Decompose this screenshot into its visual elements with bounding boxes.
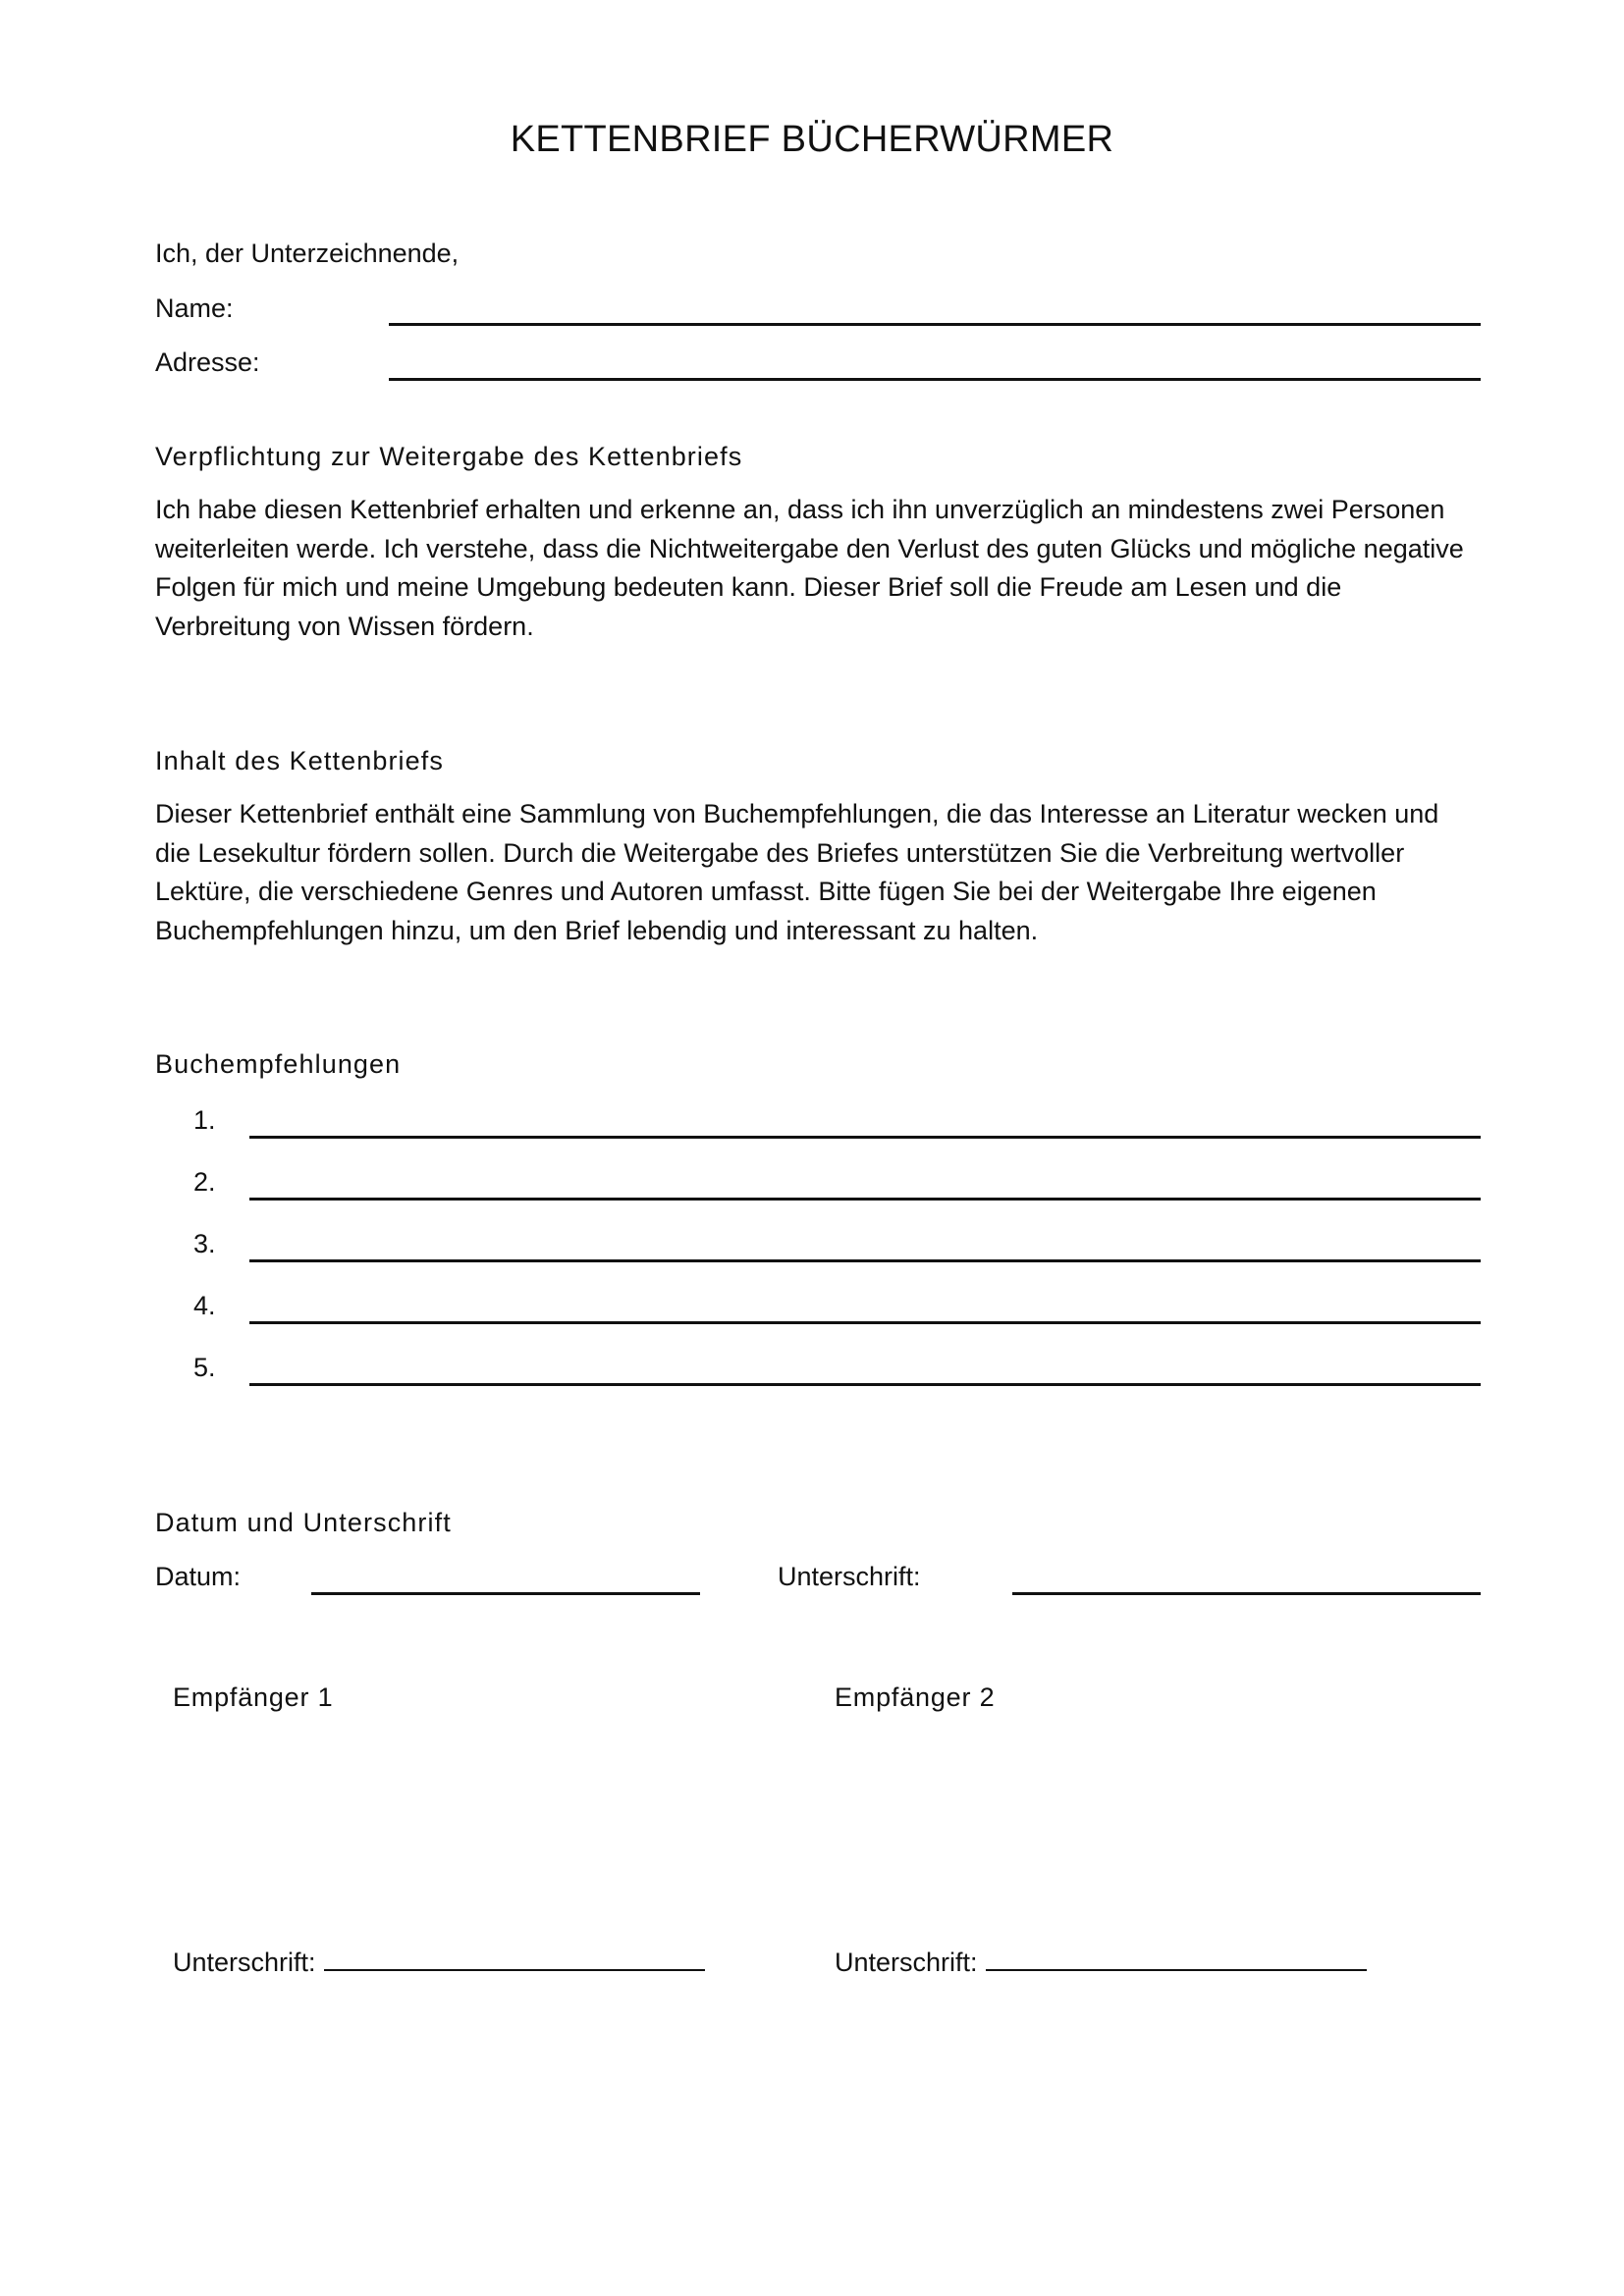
recommendation-number-3: 3.	[193, 1229, 216, 1258]
recommendation-line-5[interactable]	[249, 1383, 1481, 1386]
content-paragraph: Dieser Kettenbrief enthält eine Sammlung von Buchempfehlungen, die das Interesse an Literatur wecken und die Lesekultur fördern sollen. Durch die Weitergabe des Briefes unterstützen Sie die Verbreitung wertvoller Lektüre, die verschiedene Genres und Autoren umfasst. Bitte fügen Sie bei der Weitergabe Ihre eigenen Buchempfehlungen hinzu, um den Brief lebendig und interessant zu halten.	[155, 799, 1439, 945]
recipient-2-signature-label: Unterschrift:	[835, 1948, 978, 1977]
signature-label: Unterschrift:	[778, 1562, 921, 1591]
recommendation-number-4: 4.	[193, 1291, 216, 1320]
recipient-2-heading: Empfänger 2	[835, 1682, 996, 1712]
recipient-1-heading: Empfänger 1	[173, 1682, 334, 1712]
recommendation-line-4[interactable]	[249, 1321, 1481, 1324]
signature-heading: Datum und Unterschrift	[155, 1508, 452, 1537]
recipient-2-signature-line[interactable]	[986, 1969, 1367, 1971]
recommendation-number-2: 2.	[193, 1167, 216, 1197]
content-heading: Inhalt des Kettenbriefs	[155, 746, 444, 775]
address-field-line[interactable]	[389, 378, 1481, 381]
recommendation-line-2[interactable]	[249, 1198, 1481, 1201]
recipient-2-signature	[835, 1946, 1367, 1979]
name-field-line[interactable]	[389, 323, 1481, 326]
recipient-1-signature-label: Unterschrift:	[173, 1948, 316, 1977]
recommendations-heading: Buchempfehlungen	[155, 1049, 402, 1079]
recommendation-number-1: 1.	[193, 1105, 216, 1135]
date-field-line[interactable]	[311, 1592, 700, 1595]
recommendation-line-3[interactable]	[249, 1259, 1481, 1262]
intro-text: Ich, der Unterzeichnende,	[155, 239, 460, 268]
date-label: Datum:	[155, 1562, 242, 1591]
recommendation-number-5: 5.	[193, 1353, 216, 1382]
recipient-1-signature	[173, 1946, 705, 1979]
signature-field-line[interactable]	[1012, 1592, 1481, 1595]
address-label: Adresse:	[155, 347, 260, 377]
recipient-1-signature-line[interactable]	[324, 1969, 705, 1971]
obligation-heading: Verpflichtung zur Weitergabe des Kettenbriefs	[155, 442, 743, 471]
recommendation-line-1[interactable]	[249, 1136, 1481, 1139]
obligation-paragraph: Ich habe diesen Kettenbrief erhalten und erkenne an, dass ich ihn unverzüglich an mindestens zwei Personen weiterleiten werde. Ich verstehe, dass die Nichtweitergabe den Verlust des guten Glücks und mögliche negative Folgen für mich und meine Umgebung bedeuten kann. Dieser Brief soll die Freude am Lesen und die Verbreitung von Wissen fördern.	[155, 495, 1464, 641]
name-label: Name:	[155, 294, 234, 323]
document-title: KETTENBRIEF BÜCHERWÜRMER	[510, 119, 1114, 160]
